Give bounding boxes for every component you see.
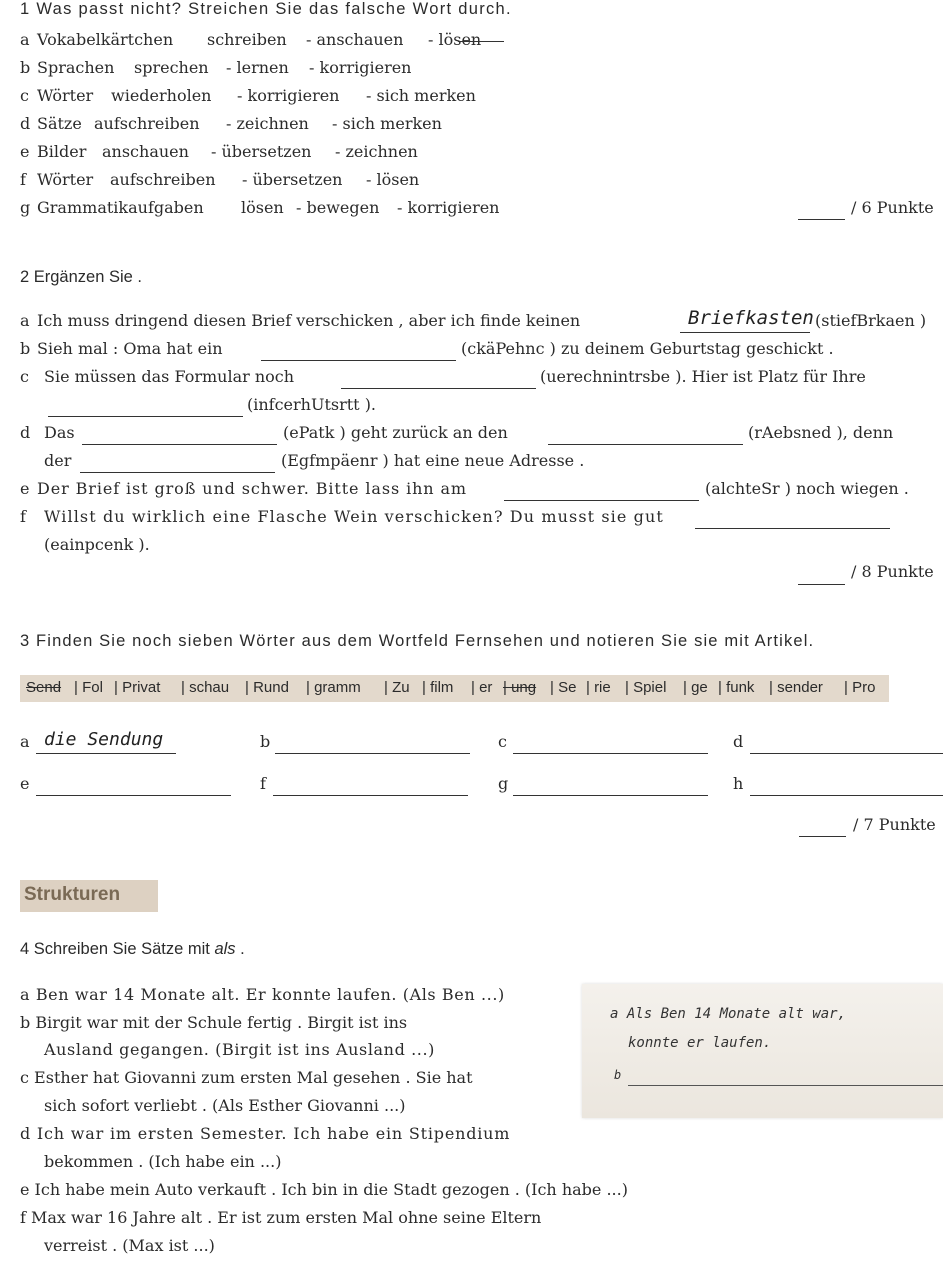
answer-label: b: [260, 732, 271, 751]
word-fragment[interactable]: | ge: [683, 679, 708, 696]
word-option[interactable]: lösen: [241, 198, 284, 217]
answer-blank[interactable]: [261, 360, 456, 361]
list-item-label: a: [20, 311, 30, 330]
sentence-text: d Ich war im ersten Semester. Ich habe ein Stipendium: [20, 1124, 511, 1143]
answer-blank[interactable]: [695, 528, 890, 529]
list-item-label: b: [20, 58, 31, 77]
section-title: Strukturen: [24, 884, 121, 905]
list-item-label: d: [20, 423, 31, 442]
exercise-4-title-text: 4 Schreiben Sie Sätze mit: [20, 940, 210, 958]
exercise-3-title: 3 Finden Sie noch sieben Wörter aus dem Wortfeld Fernsehen und notieren Sie sie mit Artikel.: [20, 632, 815, 650]
word-fragment[interactable]: | gramm: [306, 679, 361, 696]
word-hint: (Egfmpäenr ) hat eine neue Adresse .: [281, 451, 585, 470]
sentence-text: Sie müssen das Formular noch: [44, 367, 295, 386]
word-option[interactable]: schreiben: [207, 30, 287, 49]
word-fragment[interactable]: | Zu: [384, 679, 410, 696]
list-item-label: c: [20, 367, 29, 386]
handwritten-answer: Briefkasten: [688, 307, 814, 329]
note-label: b: [614, 1068, 622, 1082]
word-option[interactable]: Sprachen: [37, 58, 115, 77]
answer-blank[interactable]: [36, 753, 176, 754]
answer-blank[interactable]: [750, 795, 943, 796]
example-note-card: [582, 984, 943, 1118]
answer-blank[interactable]: [36, 795, 231, 796]
word-hint: (ckäPehnc ) zu deinem Geburtstag geschickt .: [461, 339, 834, 358]
sentence-text: bekommen . (Ich habe ein ...): [44, 1152, 282, 1171]
answer-blank[interactable]: [750, 753, 943, 754]
answer-label: c: [498, 732, 507, 751]
word-option[interactable]: - sich merken: [332, 114, 442, 133]
sentence-text: a Ben war 14 Monate alt. Er konnte laufen. (Als Ben ...): [20, 985, 505, 1004]
word-fragment[interactable]: | Se: [550, 679, 577, 696]
word-hint: (uerechnintrsbe ). Hier ist Platz für Ihre: [540, 367, 866, 386]
list-item-label: d: [20, 114, 31, 133]
word-fragment-struck[interactable]: | ung: [503, 679, 537, 696]
exercise-4-title: [20, 940, 245, 959]
word-fragment[interactable]: | Rund: [245, 679, 289, 696]
word-fragment[interactable]: | schau: [181, 679, 230, 696]
answer-blank[interactable]: [548, 444, 743, 445]
word-fragment-struck[interactable]: Send: [26, 679, 62, 696]
exercise-4-title-keyword: als: [214, 940, 236, 958]
sentence-text: Der Brief ist groß und schwer. Bitte lass ihn am: [37, 479, 467, 498]
sentence-text: sich sofort verliebt . (Als Esther Giovanni ...): [44, 1096, 406, 1115]
strike-through-mark: [458, 41, 504, 42]
word-option[interactable]: anschauen: [102, 142, 189, 161]
word-option[interactable]: - bewegen: [296, 198, 380, 217]
exercise-1-title: 1 Was passt nicht? Streichen Sie das falsche Wort durch.: [20, 0, 512, 18]
word-fragment[interactable]: | Spiel: [625, 679, 667, 696]
word-option[interactable]: - übersetzen: [242, 170, 343, 189]
word-hint: (infcerhUtsrtt ).: [247, 395, 377, 414]
score-label: / 7 Punkte: [853, 815, 936, 834]
note-text: konnte er laufen.: [628, 1035, 772, 1051]
word-fragment[interactable]: | Privat: [114, 679, 161, 696]
word-hint: (rAebsned ), denn: [748, 423, 894, 442]
answer-blank[interactable]: [513, 795, 708, 796]
word-hint: (ePatk ) geht zurück an den: [283, 423, 508, 442]
word-fragment[interactable]: | er: [471, 679, 493, 696]
answer-label: e: [20, 774, 30, 793]
score-label: / 8 Punkte: [851, 562, 934, 581]
word-option[interactable]: - zeichnen: [226, 114, 309, 133]
sentence-text: b Birgit war mit der Schule fertig . Birgit ist ins: [20, 1013, 408, 1032]
score-field[interactable]: [799, 836, 846, 837]
sentence-text: verreist . (Max ist ...): [44, 1236, 215, 1255]
answer-label: a: [20, 732, 30, 751]
word-option[interactable]: - korrigieren: [309, 58, 412, 77]
word-fragment[interactable]: | rie: [586, 679, 611, 696]
word-option[interactable]: sprechen: [134, 58, 209, 77]
answer-blank[interactable]: [628, 1085, 943, 1086]
word-fragment[interactable]: | film: [422, 679, 454, 696]
word-fragment[interactable]: | Fol: [74, 679, 103, 696]
score-field[interactable]: [798, 219, 845, 220]
section-header: [20, 880, 158, 912]
word-option[interactable]: aufschreiben: [110, 170, 216, 189]
list-item-label: g: [20, 198, 31, 217]
word-option[interactable]: - korrigieren: [237, 86, 340, 105]
sentence-text: der: [44, 451, 72, 470]
sentence-text: Das: [44, 423, 75, 442]
word-fragment[interactable]: | funk: [718, 679, 755, 696]
word-option[interactable]: - übersetzen: [211, 142, 312, 161]
word-option[interactable]: Wörter: [37, 170, 94, 189]
word-option[interactable]: Wörter: [37, 86, 94, 105]
score-label: / 6 Punkte: [851, 198, 934, 217]
list-item-label: f: [20, 170, 26, 189]
word-option[interactable]: Sätze: [37, 114, 82, 133]
word-hint: (eainpcenk ).: [44, 535, 150, 554]
answer-label: h: [733, 774, 744, 793]
exercise-4-title-end: .: [240, 940, 245, 958]
answer-blank[interactable]: [80, 472, 275, 473]
sentence-text: Ausland gegangen. (Birgit ist ins Ausland ...): [44, 1040, 436, 1059]
handwritten-answer: die Sendung: [44, 729, 164, 750]
answer-blank[interactable]: [504, 500, 699, 501]
score-field[interactable]: [798, 584, 845, 585]
list-item-label: c: [20, 86, 29, 105]
word-option[interactable]: - sich merken: [366, 86, 476, 105]
list-item-label: e: [20, 479, 30, 498]
list-item-label: f: [20, 507, 26, 526]
word-option[interactable]: - lösen: [366, 170, 420, 189]
word-option[interactable]: - korrigieren: [397, 198, 500, 217]
word-fragment[interactable]: | sender: [769, 679, 823, 696]
list-item-label: e: [20, 142, 30, 161]
word-hint: (stiefBrkaen ): [815, 311, 927, 330]
list-item-label: b: [20, 339, 31, 358]
answer-blank[interactable]: [273, 795, 468, 796]
word-snake-bar: [20, 675, 889, 702]
sentence-text: Ich muss dringend diesen Brief verschicken , aber ich finde keinen: [37, 311, 581, 330]
exercise-2-title: 2 Ergänzen Sie .: [20, 268, 142, 286]
word-option[interactable]: aufschreiben: [94, 114, 200, 133]
word-fragment[interactable]: | Pro: [844, 679, 876, 696]
sentence-text: c Esther hat Giovanni zum ersten Mal gesehen . Sie hat: [20, 1068, 473, 1087]
sentence-text: Willst du wirklich eine Flasche Wein verschicken? Du musst sie gut: [44, 507, 664, 526]
word-option[interactable]: - anschauen: [306, 30, 404, 49]
answer-blank[interactable]: [48, 416, 243, 417]
sentence-text: Sieh mal : Oma hat ein: [37, 339, 223, 358]
answer-blank[interactable]: [275, 753, 470, 754]
word-option[interactable]: Bilder: [37, 142, 87, 161]
word-option[interactable]: Grammatikaufgaben: [37, 198, 204, 217]
note-text: a Als Ben 14 Monate alt war,: [610, 1006, 847, 1022]
sentence-text: f Max war 16 Jahre alt . Er ist zum ersten Mal ohne seine Eltern: [20, 1208, 542, 1227]
word-option[interactable]: Vokabelkärtchen: [37, 30, 174, 49]
answer-label: g: [498, 774, 509, 793]
list-item-label: a: [20, 30, 30, 49]
word-option[interactable]: - zeichnen: [335, 142, 418, 161]
word-option[interactable]: - lernen: [226, 58, 289, 77]
answer-blank[interactable]: [513, 753, 708, 754]
sentence-text: e Ich habe mein Auto verkauft . Ich bin in die Stadt gezogen . (Ich habe ...): [20, 1180, 628, 1199]
word-hint: (alchteSr ) noch wiegen .: [705, 479, 909, 498]
answer-blank[interactable]: [680, 332, 810, 333]
word-option[interactable]: wiederholen: [111, 86, 212, 105]
answer-blank[interactable]: [82, 444, 277, 445]
answer-label: f: [260, 774, 266, 793]
answer-label: d: [733, 732, 744, 751]
answer-blank[interactable]: [341, 388, 536, 389]
word-option-struck[interactable]: - lösen: [428, 30, 482, 49]
